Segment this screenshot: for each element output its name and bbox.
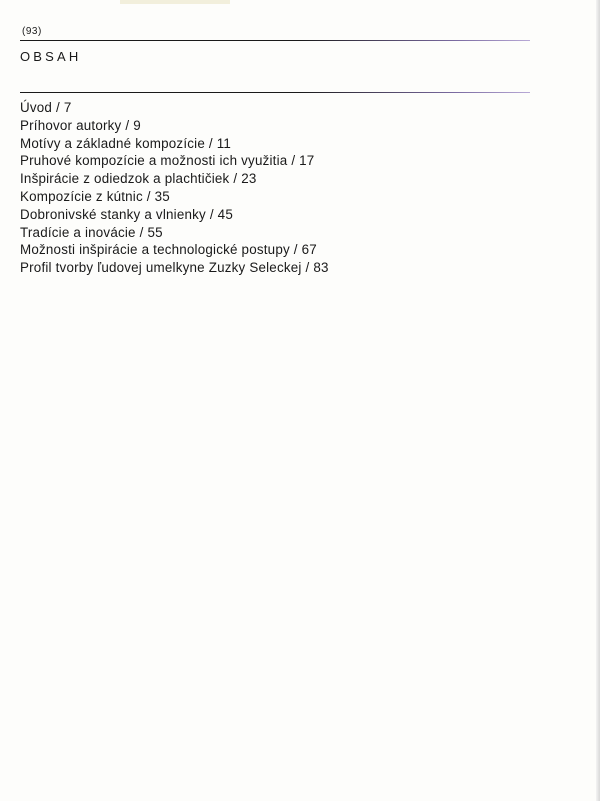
page-heading: OBSAH <box>20 49 82 64</box>
toc-entry: Inšpirácie z odiedzok a plachtičiek / 23 <box>20 171 257 187</box>
toc-entry: Motívy a základné kompozície / 11 <box>20 135 232 151</box>
toc-entry: Dobronivské stanky a vlnienky / 45 <box>20 206 233 222</box>
toc-entry: Pruhové kompozície a možnosti ich využitia / 17 <box>20 153 315 169</box>
heading-rule <box>20 92 530 93</box>
page-right-edge <box>596 0 600 801</box>
toc-entry: Tradície a inovácie / 55 <box>20 224 163 240</box>
page-number: (93) <box>22 26 42 37</box>
toc-entry: Kompozície z kútnic / 35 <box>20 188 170 204</box>
toc-entry: Príhovor autorky / 9 <box>20 117 141 133</box>
toc-entry: Profil tvorby ľudovej umelkyne Zuzky Seleckej / 83 <box>20 260 329 276</box>
toc-entry: Možnosti inšpirácie a technologické postupy / 67 <box>20 242 317 258</box>
top-rule <box>20 40 530 41</box>
page-edge-shadow <box>120 0 230 4</box>
toc-entry: Úvod / 7 <box>20 100 72 115</box>
table-of-contents <box>20 99 329 277</box>
